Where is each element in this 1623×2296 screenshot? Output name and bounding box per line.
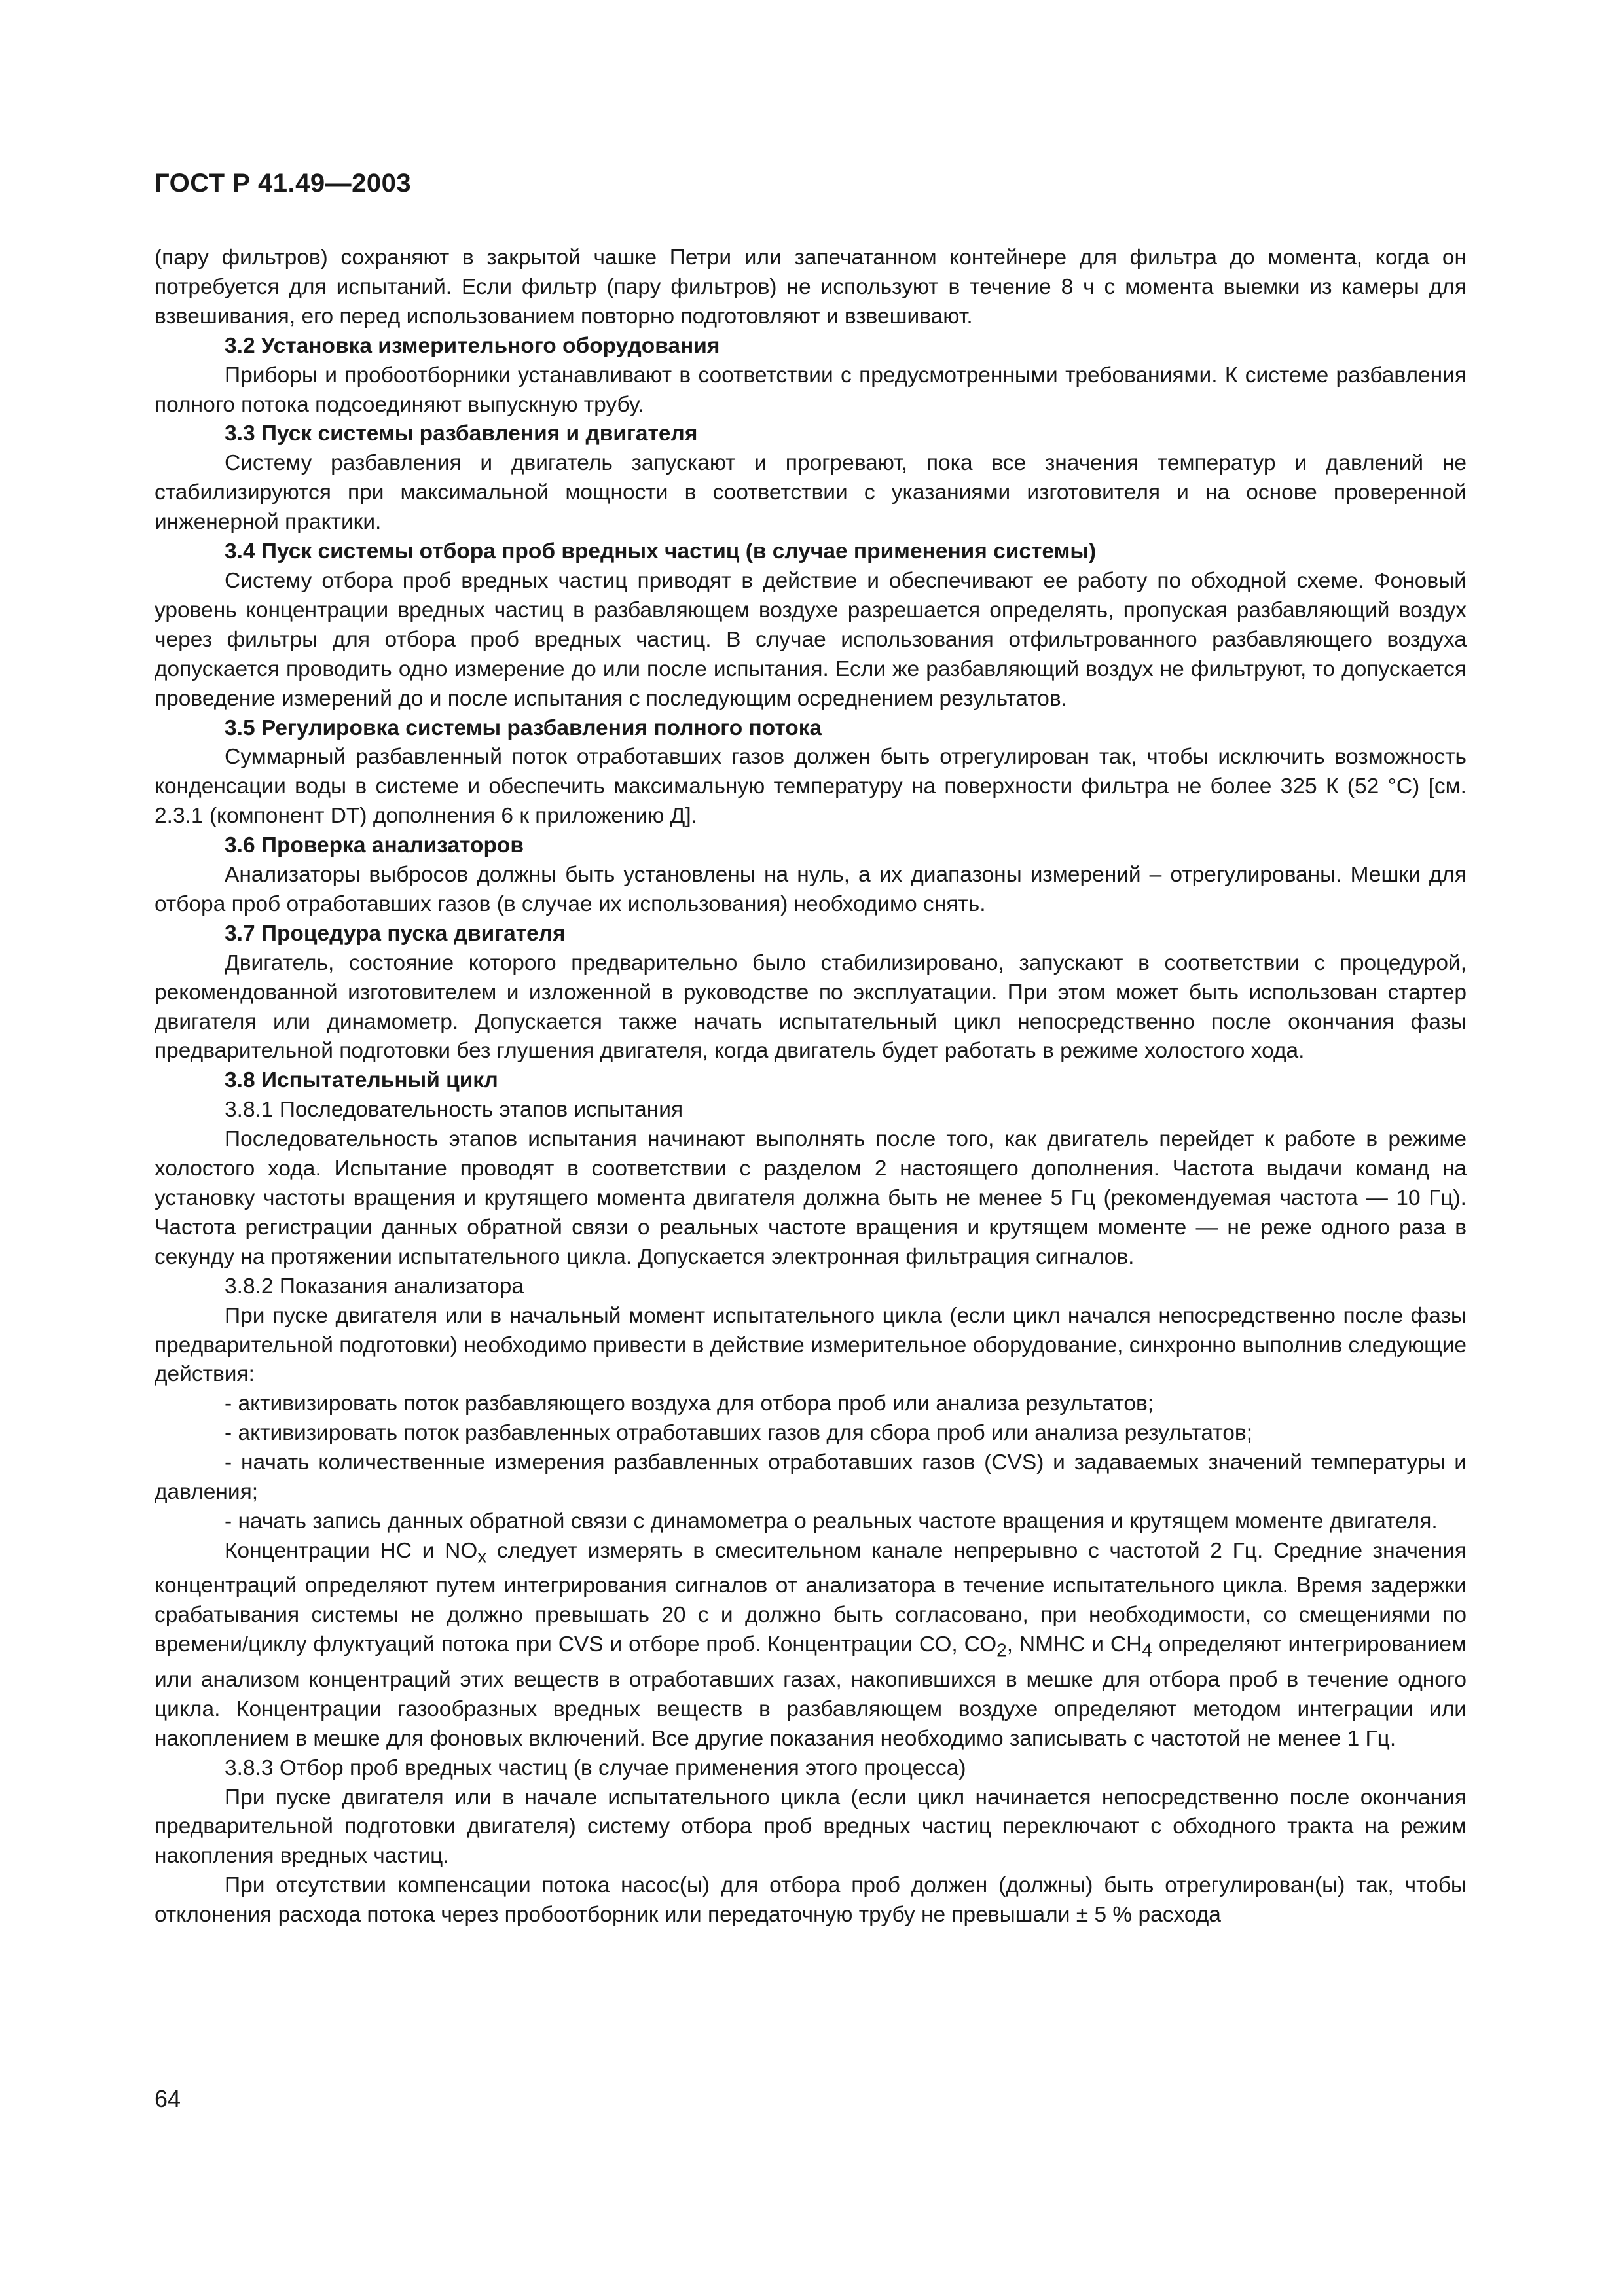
text-run: (пару фильтров) сохраняют в закрытой чашке Петри или запечатанном контейнере для фильтра до момента, когда он потребуется для испытаний. Если фильтр (пару фильтров) не используют в течение 8 ч с момента выемки из камеры для взвешивания, его перед использованием повторно подготовляют и взвешивают. [155, 245, 1467, 329]
document-header: ГОСТ Р 41.49—2003 [155, 169, 412, 198]
text-run: При пуске двигателя или в начале испытательного цикла (если цикл начинается непосредственно после окончания предварительной подготовки двигателя) систему отбора проб вредных частиц переключают с обходного тракта на режим накопления вредных частиц. [155, 1785, 1467, 1869]
text-run: - начать количественные измерения разбавленных отработавших газов (CVS) и задаваемых значений температуры и давления; [155, 1450, 1467, 1505]
paragraph [155, 1302, 1467, 1390]
text-run: 3.8.3 Отбор проб вредных частиц (в случае применения этого процесса) [225, 1755, 966, 1780]
text-run: , NMHC и СН [1006, 1632, 1142, 1657]
subscript: x [477, 1546, 487, 1567]
section-heading [155, 714, 1467, 744]
text-run: определяют интегрированием или анализом концентраций этих веществ в отработавших газах, накопившихся в мешке для отбора проб в течение одного цикла. Концентрации газообразных вредных веществ в разбавляющем воздухе определяют методом интеграции или накоплением в мешке для фоновых включений. Все другие показания необходимо записывать с частотой не менее 1 Гц. [155, 1632, 1467, 1751]
text-run: 3.2 Установка измерительного оборудования [225, 333, 720, 358]
text-run: 3.3 Пуск системы разбавления и двигателя [225, 422, 698, 446]
text-run: 3.6 Проверка анализаторов [225, 833, 524, 858]
text-run: Двигатель, состояние которого предварительно было стабилизировано, запускают в соответствии с процедурой, рекомендованной изготовителем и изложенной в руководстве по эксплуатации. При этом может быть использован стартер двигателя или динамометр. Допускается также начать испытательный цикл непосредственно после окончания фазы предварительной подготовки без глушения двигателя, когда двигатель будет работать в режиме холостого хода. [155, 950, 1467, 1064]
section-heading [155, 332, 1467, 361]
paragraph [155, 1390, 1467, 1419]
paragraph [155, 1125, 1467, 1272]
paragraph [155, 1096, 1467, 1125]
text-run: - начать запись данных обратной связи с динамометра о реальных частоте вращения и крутящем моменте двигателя. [225, 1509, 1438, 1534]
text-run: Концентрации НС и NO [225, 1538, 478, 1563]
paragraph [155, 1272, 1467, 1302]
paragraph [155, 243, 1467, 332]
text-run: Суммарный разбавленный поток отработавших газов должен быть отрегулирован так, чтобы исключить возможность конденсации воды в системе и обеспечить максимальную температуру на поверхности фильтра не более 325 К (52 °С) [см. 2.3.1 (компонент DT) дополнения 6 к приложению Д]. [155, 745, 1467, 829]
paragraph [155, 1754, 1467, 1784]
paragraph [155, 361, 1467, 420]
section-heading [155, 831, 1467, 861]
paragraph [155, 1784, 1467, 1872]
paragraph [155, 1448, 1467, 1507]
text-run: 3.7 Процедура пуска двигателя [225, 921, 566, 946]
paragraph [155, 449, 1467, 537]
page-number: 64 [155, 2085, 181, 2112]
paragraph [155, 949, 1467, 1067]
section-heading [155, 537, 1467, 567]
text-run: 3.8.2 Показания анализатора [225, 1274, 524, 1299]
paragraph [155, 1507, 1467, 1537]
text-run: При пуске двигателя или в начальный момент испытательного цикла (если цикл начался непосредственно после фазы предварительной подготовки) необходимо привести в действие измерительное оборудование, синхронно выполнив следующие действия: [155, 1303, 1467, 1387]
text-run: Последовательность этапов испытания начинают выполнять после того, как двигатель перейдет к работе в режиме холостого хода. Испытание проводят в соответствии с разделом 2 настоящего дополнения. Частота выдачи команд на установку частоты вращения и крутящего момента двигателя должна быть не менее 5 Гц (рекомендуемая частота — 10 Гц). Частота регистрации данных обратной связи о реальных частоте вращения и крутящем моменте — не реже одного раза в секунду на протяжении испытательного цикла. Допускается электронная фильтрация сигналов. [155, 1127, 1467, 1269]
section-heading [155, 1066, 1467, 1096]
text-run: - активизировать поток разбавленных отработавших газов для сбора проб или анализа результатов; [225, 1421, 1253, 1446]
text-run: Приборы и пробоотборники устанавливают в соответствии с предусмотренными требованиями. К системе разбавления полного потока подсоединяют выпускную трубу. [155, 363, 1467, 417]
text-run: 3.8.1 Последовательность этапов испытания [225, 1098, 684, 1122]
text-run: 3.4 Пуск системы отбора проб вредных частиц (в случае применения системы) [225, 539, 1097, 564]
text-run: Систему разбавления и двигатель запускают и прогревают, пока все значения температур и давлений не стабилизируются при максимальной мощности в соответствии с указаниями изготовителя и на основе проверенной инженерной практики. [155, 451, 1467, 535]
text-run: - активизировать поток разбавляющего воздуха для отбора проб или анализа результатов; [225, 1391, 1154, 1416]
subscript: 2 [996, 1640, 1007, 1660]
paragraph [155, 1537, 1467, 1754]
text-run: Анализаторы выбросов должны быть установлены на нуль, а их диапазоны измерений – отрегулированы. Мешки для отбора проб отработавших газов (в случае их использования) необходимо снять. [155, 863, 1467, 916]
text-run: 3.8 Испытательный цикл [225, 1068, 498, 1093]
paragraph [155, 567, 1467, 714]
text-run: Систему отбора проб вредных частиц приводят в действие и обеспечивают ее работу по обходной схеме. Фоновый уровень концентрации вредных частиц в разбавляющем воздухе разрешается определять, пропуская разбавляющий воздух через фильтры для отбора проб вредных частиц. В случае использования отфильтрованного разбавляющего воздуха допускается проводить одно измерение до или после испытания. Если же разбавляющий воздух не фильтруют, то допускается проведение измерений до и после испытания с последующим осреднением результатов. [155, 568, 1467, 711]
subscript: 4 [1142, 1640, 1152, 1660]
paragraph [155, 743, 1467, 831]
text-run: При отсутствии компенсации потока насос(ы) для отбора проб должен (должны) быть отрегулирован(ы) так, чтобы отклонения расхода потока через пробоотборник или передаточную трубу не превышали ± 5 % расхода [155, 1873, 1467, 1928]
paragraph [155, 1871, 1467, 1930]
paragraph [155, 1419, 1467, 1448]
document-body [155, 243, 1467, 1930]
section-heading [155, 420, 1467, 449]
paragraph [155, 861, 1467, 920]
text-run: 3.5 Регулировка системы разбавления полного потока [225, 715, 822, 740]
section-heading [155, 920, 1467, 949]
text-run: следует измерять в смесительном канале непрерывно с частотой 2 Гц. Средние значения концентраций определяют путем интегрирования сигналов от анализатора в течение испытательного цикла. Время задержки срабатывания системы не должно превышать 20 с и должно быть согласовано, при необходимости, со смещениями по времени/циклу флуктуаций потока при CVS и отборе проб. Концентрации СО, СО [155, 1538, 1467, 1657]
